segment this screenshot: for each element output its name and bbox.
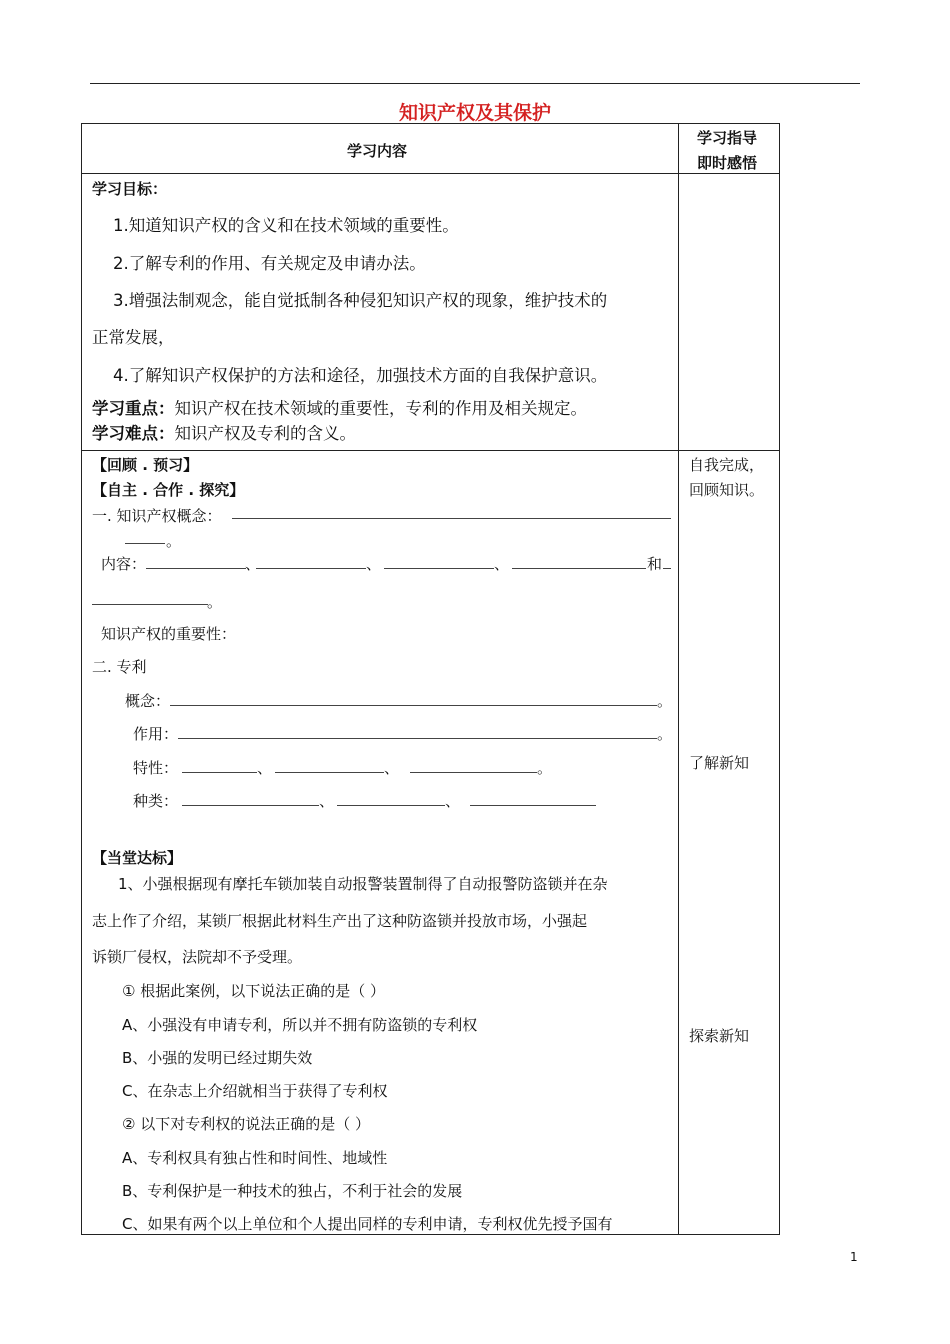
header-content: 学习内容: [347, 142, 408, 160]
practice-line: ① 根据此案例，以下说法正确的是（ ）: [122, 982, 385, 1000]
q1-end: 。: [166, 532, 182, 550]
key-label: 学习重点：: [92, 399, 175, 418]
practice-heading: 【当堂达标】: [92, 849, 183, 867]
content-end: 。: [207, 593, 223, 611]
blank-line: [182, 805, 319, 806]
sep: 、: [245, 555, 261, 573]
blank-line: [384, 568, 494, 569]
diff-label: 学习难点：: [92, 424, 175, 443]
sep: 、: [257, 759, 273, 777]
use-end: 。: [657, 725, 673, 743]
practice-line: B、专利保护是一种技术的独占，不利于社会的发展: [122, 1182, 463, 1200]
blank-line: [92, 604, 208, 605]
practice-line: 志上作了介绍，某锁厂根据此材料生产出了这种防盗锁并投放市场，小强起: [92, 912, 588, 930]
concept-label: 概念：: [125, 692, 171, 710]
blank-line: [410, 772, 537, 773]
explore-heading: 【自主 . 合作 . 探究】: [92, 481, 245, 499]
objectives-row-divider: [81, 450, 780, 451]
q1-label: 一. 知识产权概念：: [92, 507, 222, 525]
header-row-divider: [81, 173, 780, 174]
sep: 、: [384, 759, 400, 777]
blank-line: [256, 568, 366, 569]
page-title: 知识产权及其保护: [398, 102, 551, 124]
patent-heading: 二. 专利: [92, 658, 147, 676]
objective-item: 2.了解专利的作用、有关规定及申请办法。: [113, 254, 426, 273]
blank-line: [232, 518, 671, 519]
review-heading: 【回顾 . 预习】: [92, 456, 199, 474]
and-word: 和: [647, 555, 663, 573]
practice-line: ② 以下对专利权的说法正确的是（ ）: [122, 1115, 370, 1133]
blank-line: [275, 772, 384, 773]
guide-note: 探索新知: [689, 1027, 750, 1045]
column-divider: [678, 123, 679, 1235]
practice-line: 1、小强根据现有摩托车锁加装自动报警装置制得了自动报警防盗锁并在杂: [118, 875, 608, 893]
blank-line: [146, 568, 246, 569]
blank-line: [178, 738, 657, 739]
importance-label: 知识产权的重要性：: [101, 625, 237, 643]
objective-item: 4.了解知识产权保护的方法和途径，加强技术方面的自我保护意识。: [113, 366, 608, 385]
guide-note: 了解新知: [689, 754, 750, 772]
objective-item: 3.增强法制观念，能自觉抵制各种侵犯知识产权的现象，维护技术的: [113, 291, 608, 310]
blank-line: [170, 705, 657, 706]
guide-note: 自我完成，: [689, 456, 765, 474]
traits-label: 特性：: [133, 759, 179, 777]
blank-line: [182, 772, 257, 773]
difficulty: [92, 420, 356, 444]
key-points: [92, 395, 587, 419]
header-guide-1: 学习指导: [697, 129, 758, 147]
page-number: 1: [850, 1250, 858, 1264]
blank-line: [337, 805, 445, 806]
key-text: 知识产权在技术领域的重要性，专利的作用及相关规定。: [174, 399, 587, 418]
practice-line: A、小强没有申请专利，所以并不拥有防盗锁的专利权: [122, 1016, 478, 1034]
objective-item: 1.知道知识产权的含义和在技术领域的重要性。: [113, 216, 459, 235]
practice-line: A、专利权具有独占性和时间性、地域性: [122, 1149, 388, 1167]
practice-line: B、小强的发明已经过期失效: [122, 1049, 313, 1067]
sep: 、: [445, 792, 461, 810]
blank-line: [663, 568, 671, 569]
blank-line: [125, 543, 165, 544]
blank-line: [512, 568, 646, 569]
content-label: 内容：: [101, 555, 147, 573]
objective-item: 正常发展，: [92, 328, 175, 347]
objectives-heading: 学习目标：: [92, 180, 168, 198]
practice-line: C、如果有两个以上单位和个人提出同样的专利申请，专利权优先授予国有: [122, 1215, 613, 1233]
practice-line: C、在杂志上介绍就相当于获得了专利权: [122, 1082, 388, 1100]
use-label: 作用：: [133, 725, 179, 743]
blank-line: [470, 805, 596, 806]
guide-note: 回顾知识。: [689, 481, 765, 499]
diff-text: 知识产权及专利的含义。: [174, 424, 356, 443]
traits-end: 。: [537, 759, 553, 777]
concept-end: 。: [657, 692, 673, 710]
header-rule: [90, 83, 860, 84]
sep: 、: [366, 555, 382, 573]
sep: 、: [319, 792, 335, 810]
practice-line: 诉锁厂侵权，法院却不予受理。: [92, 948, 303, 966]
header-guide-2: 即时感悟: [697, 154, 758, 172]
sep: 、: [494, 555, 510, 573]
kinds-label: 种类：: [133, 792, 179, 810]
